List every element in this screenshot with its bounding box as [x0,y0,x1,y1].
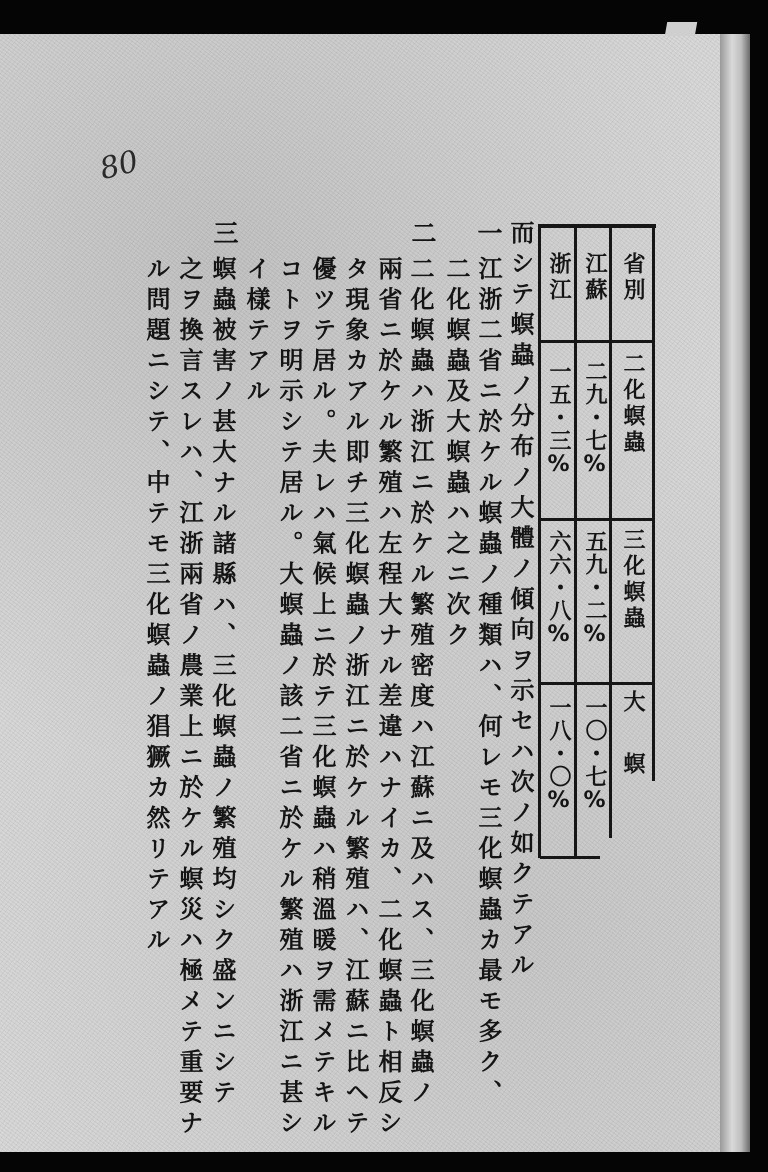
table-cell-value: 一五・三% [546,360,571,478]
item-2-line-2: 兩省ニ於ケル繁殖ハ左程大ナル差違ハナイカ、二化螟蟲ト相反シ [374,256,402,1141]
page-number: 80 [96,143,142,188]
item-1-number: 一 [474,220,503,245]
table-header-province: 省別 [620,252,645,304]
item-2-line-5: コトヲ明示シテ居ル。大螟蟲ノ該二省ニ於ケル繁殖ハ浙江ニ甚シ [275,256,303,1141]
item-2-line-4: 優ツテ居ル。夫レハ氣候上ニ於テ三化螟蟲ハ稍溫暖ヲ需メテキル [308,256,336,1141]
table-cell-value: 六六・八% [546,530,571,648]
item-3-number: 三 [210,220,239,245]
item-1-line-2: 二化螟蟲及大螟蟲ハ之ニ次ク [442,256,470,653]
item-3-line-3: ル問題ニシテ、中テモ三化螟蟲ノ猖獗カ然リテアル [142,256,170,958]
item-1-line-1: 江浙二省ニ於ケル螟蟲ノ種類ハ、何レモ三化螟蟲カ最モ多ク、 [474,256,502,1110]
corner-tab [665,22,697,36]
table-cell-value: 一八・〇% [546,696,571,814]
item-2-number: 二 [408,220,437,245]
page-edge [720,34,750,1152]
table-header-second: 二化螟蟲 [620,352,645,456]
item-2-line-6: イ樣テアル [242,256,270,409]
table-header-large: 大螟 [620,690,645,814]
item-3-line-1: 螟蟲被害ノ甚大ナル諸縣ハ、三化螟蟲ノ繁殖均シク盛ンニシテ [208,256,236,1110]
table-row-province: 浙江 [546,252,571,304]
item-3-line-2: 之ヲ換言スレハ、江浙兩省ノ農業上ニ於ケル螟災ハ極メテ重要ナ [175,256,203,1141]
intro-line: 而シテ螟蟲ノ分布ノ大體ノ傾向ヲ示セハ次ノ如クテアル [506,220,534,983]
table-cell-value: 二九・七% [582,360,607,478]
item-2-line-1: 二化螟蟲ハ浙江ニ於ケル繁殖密度ハ江蘇ニ及ハス、三化螟蟲ノ [406,256,434,1110]
table-cell-value: 五九・二% [582,530,607,648]
table-cell-value: 一〇・七% [582,696,607,814]
table-header-third: 三化螟蟲 [620,528,645,632]
item-2-line-3: タ現象カアル即チ三化螟蟲ノ浙江ニ於ケル繁殖ハ、江蘇ニ比ヘテ [341,256,369,1141]
table-row-province: 江蘇 [582,252,607,304]
